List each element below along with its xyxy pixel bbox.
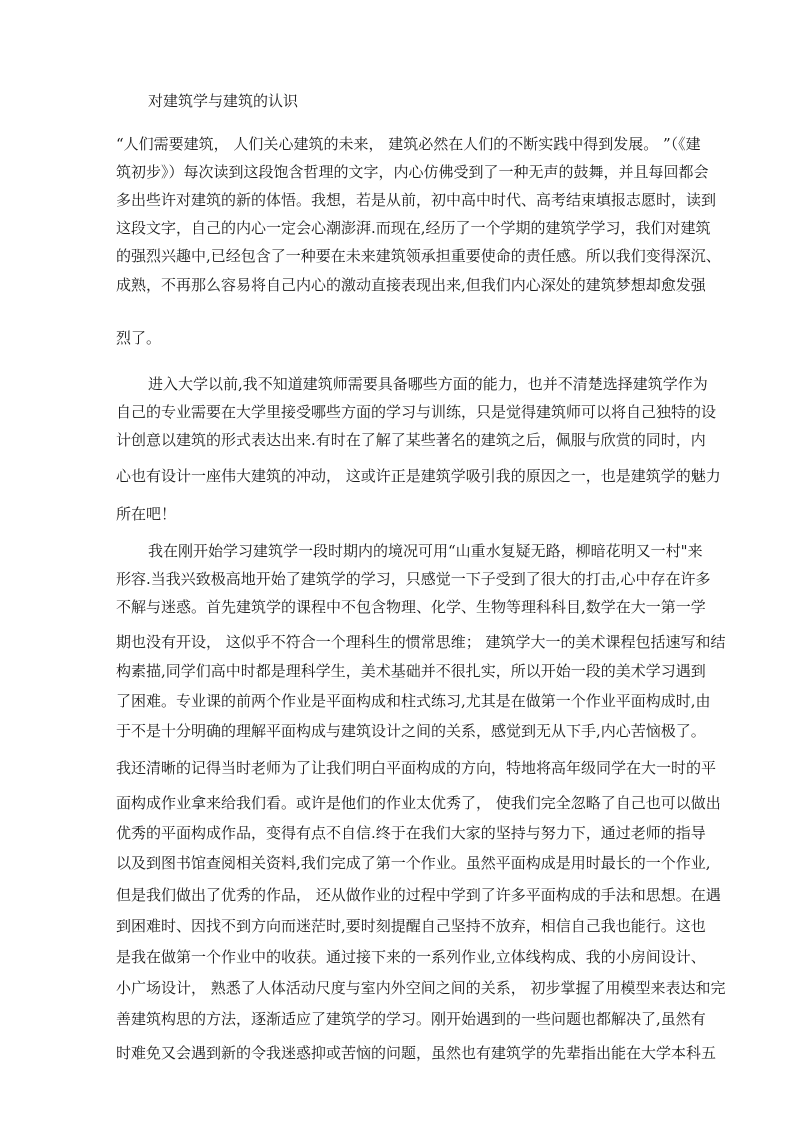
paragraph-line: 时难免又会遇到新的令我迷惑抑或苦恼的问题，虽然也有建筑学的先辈指出能在大学本科五 (116, 1044, 717, 1062)
paragraph-line: 烈了。 (116, 329, 162, 347)
paragraph-line: 筑初步》）每次读到这段饱含哲理的文字，内心仿佛受到了一种无声的鼓舞，并且每回都会 (116, 163, 709, 181)
paragraph-line: 计创意以建筑的形式表达出来.有时在了解了某些著名的建筑之后，佩服与欣赏的同时，内 (116, 431, 706, 449)
paragraph-line: 小广场设计， 熟悉了人体活动尺度与室内外空间之间的关系， 初步掌握了用模型来表达和完 (116, 979, 726, 997)
paragraph-line: 多出些许对建筑的新的体悟。我想，若是从前，初中高中时代、高考结束填报志愿时，读到 (116, 191, 717, 209)
paragraph-line: 以及到图书馆查阅相关资料,我们完成了第一个作业。虽然平面构成是用时最长的一个作业, (116, 854, 711, 872)
paragraph-line: 心也有设计一座伟大建筑的冲动， 这或许正是建筑学吸引我的原因之一，也是建筑学的魅力 (116, 467, 721, 485)
paragraph-line: 是我在做第一个作业中的收获。通过接下来的一系列作业,立体线构成、我的小房间设计、 (116, 948, 706, 966)
paragraph-line: 面构成作业拿来给我们看。或许是他们的作业太优秀了， 使我们完全忽略了自己也可以做出 (116, 794, 721, 812)
paragraph-line: 不解与迷惑。首先建筑学的课程中不包含物理、化学、生物等理科科目,数学在大一第一学 (116, 598, 706, 616)
paragraph-line: 构素描,同学们高中时都是理科学生，美术基础并不很扎实，所以开始一段的美术学习遇到 (116, 662, 706, 680)
paragraph-line: 优秀的平面构成作品，变得有点不自信.终于在我们大家的坚持与努力下，通过老师的指导 (116, 824, 706, 842)
paragraph-line: 我还清晰的记得当时老师为了让我们明白平面构成的方向，特地将高年级同学在大一时的平 (116, 759, 717, 777)
paragraph-line: 成熟，不再那么容易将自己内心的激动直接表现出来,但我们内心深处的建筑梦想却愈发强 (116, 276, 706, 294)
paragraph-line: “人们需要建筑， 人们关心建筑的未来， 建筑必然在人们的不断实践中得到发展。 ”（《建 (116, 135, 701, 153)
paragraph-line: 于不是十分明确的理解平面构成与建筑设计之间的关系，感觉到无从下手,内心苦恼极了。 (116, 722, 706, 740)
document-title: 对建筑学与建筑的认识 (148, 92, 299, 110)
paragraph-line: 了困难。专业课的前两个作业是平面构成和柱式练习,尤其是在做第一个作业平面构成时,由 (116, 692, 711, 710)
paragraph-line: 所在吧！ (116, 505, 177, 523)
paragraph-line: 善建筑构思的方法，逐渐适应了建筑学的学习。刚开始遇到的一些问题也都解决了,虽然有 (116, 1010, 706, 1028)
paragraph-line: 形容.当我兴致极高地开始了建筑学的学习，只感觉一下子受到了很大的打击,心中存在许多 (116, 570, 711, 588)
paragraph-line: 但是我们做出了优秀的作品， 还从做作业的过程中学到了许多平面构成的手法和思想。在遇 (116, 886, 721, 904)
paragraph-line: 这段文字，自己的内心一定会心潮澎湃.而现在,经历了一个学期的建筑学学习，我们对建筑 (116, 219, 711, 237)
paragraph-line: 到困难时、因找不到方向而迷茫时,要时刻提醒自己坚持不放弃，相信自己我也能行。这也 (116, 917, 706, 935)
paragraph-line: 自己的专业需要在大学里接受哪些方面的学习与训练，只是觉得建筑师可以将自己独特的设 (116, 403, 717, 421)
paragraph-line: 期也没有开设， 这似乎不符合一个理科生的惯常思维； 建筑学大一的美术课程包括速写和结 (116, 633, 726, 651)
paragraph-line: 进入大学以前,我不知道建筑师需要具备哪些方面的能力，也并不清楚选择建筑学作为 (148, 375, 708, 393)
paragraph-line: 的强烈兴趣中,已经包含了一种要在未来建筑领承担重要使命的责任感。所以我们变得深沉、 (116, 247, 721, 265)
paragraph-line: 我在刚开始学习建筑学一段时期内的境况可用“山重水复疑无路，柳暗花明又一村"来 (148, 542, 703, 560)
